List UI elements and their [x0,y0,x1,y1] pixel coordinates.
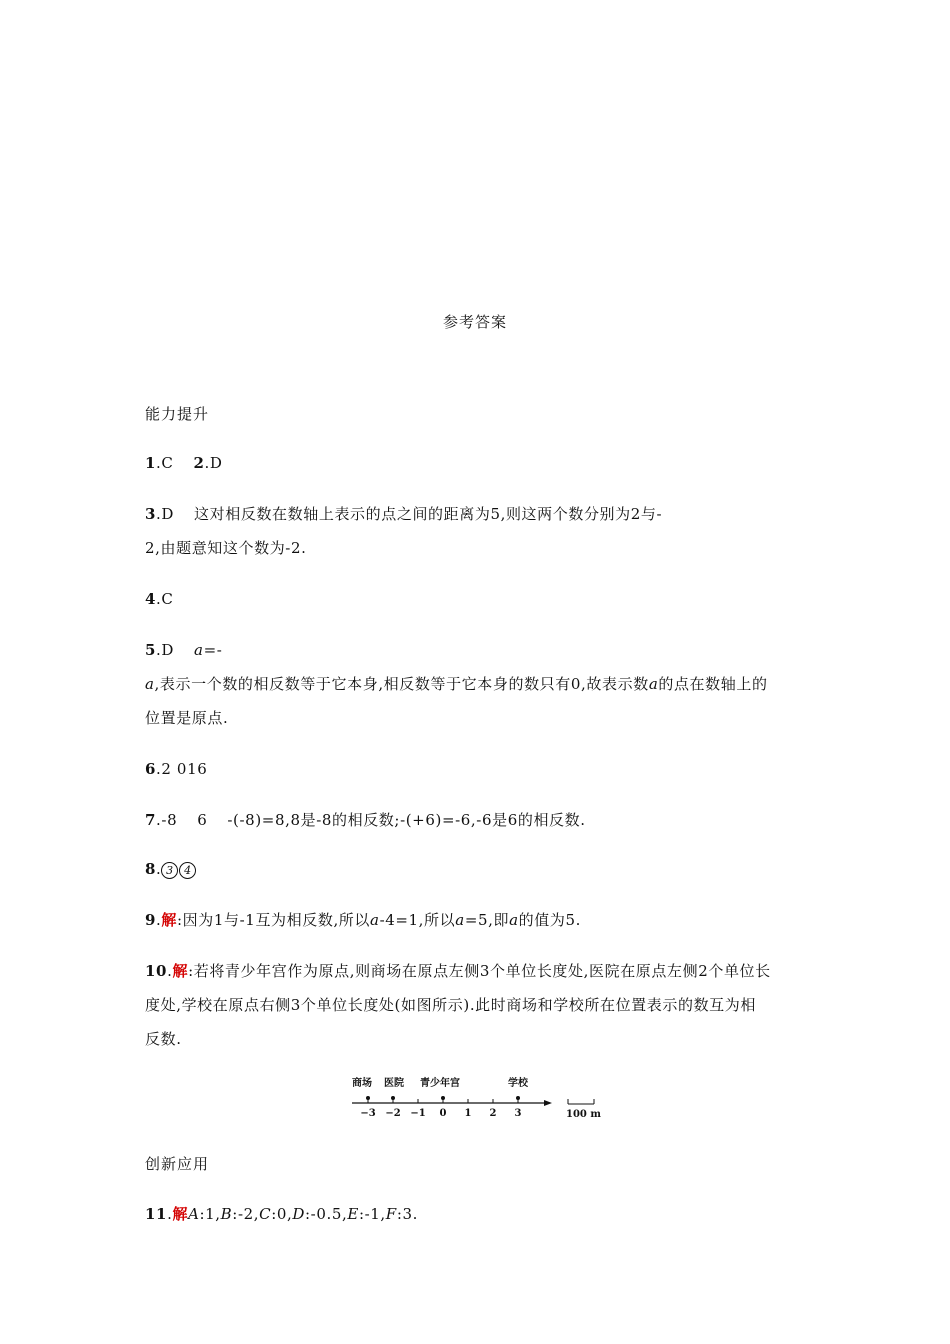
q4-number: 4 [145,590,157,608]
q5-var-a3: a [648,675,659,693]
q9-part2: -4=1,所以 [379,911,456,929]
q10-solution-label: 解 [172,962,189,980]
axis-point [516,1096,520,1100]
axis-tick-label: −2 [385,1108,401,1119]
axis-arrow [544,1100,552,1106]
q9-part4: 的值为5. [518,911,581,929]
q11-D: D [292,1205,306,1223]
q3-number: 3 [145,505,157,523]
q8-number: 8 [145,860,157,878]
q7-answer: .-8 [156,811,178,829]
answer-3-line1 [145,503,662,525]
q5-explanation: ,表示一个数的相反数等于它本身,相反数等于它本身的数只有0,故表示数 [154,675,649,693]
q5-explanation-tail: 的点在数轴上的 [658,675,768,693]
axis-tick-label: −3 [360,1108,376,1119]
answer-9 [145,909,581,931]
q5-var-a: a [194,641,204,659]
q9-var-a2: a [455,911,465,929]
q11-solution-label: 解 [172,1205,189,1223]
q9-solution-label: 解 [161,911,178,929]
q8-circled-3: 3 [161,862,178,879]
place-label-school: 学校 [508,1078,528,1089]
q11-B: B [220,1205,233,1223]
axis-tick-label: 2 [489,1108,497,1119]
axis-tick-label: 1 [464,1108,472,1119]
q11-E: E [347,1205,359,1223]
q11-A-value: :1, [199,1205,221,1223]
q5-answer: .D [156,641,175,659]
place-label-hospital: 医院 [384,1078,404,1089]
answer-10-line2: 度处,学校在原点右侧3个单位长度处(如图所示).此时商场和学校所在位置表示的数互为相 [145,996,756,1014]
q10-dot: . [167,962,173,980]
q1-answer: .C [156,454,174,472]
answer-5-line1 [145,639,222,661]
q11-F: F [385,1205,397,1223]
q11-number: 11 [145,1205,168,1223]
answer-3-line2: 2,由题意知这个数为-2. [145,539,307,557]
q9-dot: . [156,911,162,929]
axis-tick-label: −1 [410,1108,426,1119]
q2-answer: .D [204,454,223,472]
q2-number: 2 [193,454,205,472]
q3-explanation-1: 这对相反数在数轴上表示的点之间的距离为5,则这两个数分别为2与- [194,505,663,523]
answer-11 [145,1203,418,1225]
answer-10-line3: 反数. [145,1030,182,1048]
answer-8 [145,858,197,880]
q9-part3: =5,即 [464,911,510,929]
q11-E-value: :-1, [358,1205,386,1223]
q7-explanation: -(-8)=8,8是-8的相反数;-(+6)=-6,-6是6的相反数. [227,811,586,829]
q10-number: 10 [145,962,168,980]
q10-text-1: :若将青少年宫作为原点,则商场在原点左侧3个单位长度处,医院在原点左侧2个单位长 [188,962,771,980]
q11-C-value: :0, [271,1205,293,1223]
axis-point [366,1096,370,1100]
answer-6 [145,758,207,780]
answer-5-line3: 位置是原点. [145,709,229,727]
place-label-youth-palace: 青少年宫 [420,1078,460,1089]
number-axis-svg [340,1075,610,1125]
q5-var-a2: a [145,675,155,693]
answer-5-line2 [145,673,768,695]
axis-ticks [360,1096,521,1119]
q9-number: 9 [145,911,157,929]
q11-A: A [188,1205,200,1223]
q6-answer: .2 016 [156,760,208,778]
q3-answer: .D [156,505,175,523]
axis-point [441,1096,445,1100]
q9-var-a1: a [370,911,380,929]
answer-4 [145,588,174,610]
q5-eq: =- [203,641,223,659]
answer-10-line1 [145,960,771,982]
section-innovation: 创新应用 [145,1155,210,1173]
q11-C: C [259,1205,272,1223]
q11-F-value: :3. [396,1205,418,1223]
number-axis-figure [340,1075,610,1125]
axis-tick-label: 0 [439,1108,447,1119]
scale-label: 100 m [566,1109,601,1120]
q11-dot: . [167,1205,173,1223]
section-ability: 能力提升 [145,405,210,423]
place-label-mall: 商场 [352,1078,372,1089]
q8-circled-4: 4 [179,862,196,879]
q6-number: 6 [145,760,157,778]
axis-point [391,1096,395,1100]
q11-B-value: :-2, [232,1205,260,1223]
q7-number: 7 [145,811,157,829]
page-title: 参考答案 [442,313,507,331]
q11-D-value: :-0.5, [305,1205,348,1223]
q5-number: 5 [145,641,157,659]
q8-dot: . [156,860,162,878]
answer-1-2 [145,452,223,474]
q1-number: 1 [145,454,157,472]
axis-tick-label: 3 [514,1108,522,1119]
q9-part1: :因为1与-1互为相反数,所以 [177,911,371,929]
answer-7 [145,809,586,831]
q4-answer: .C [156,590,174,608]
q9-var-a3: a [509,911,519,929]
q7-answer-2: 6 [197,811,208,829]
